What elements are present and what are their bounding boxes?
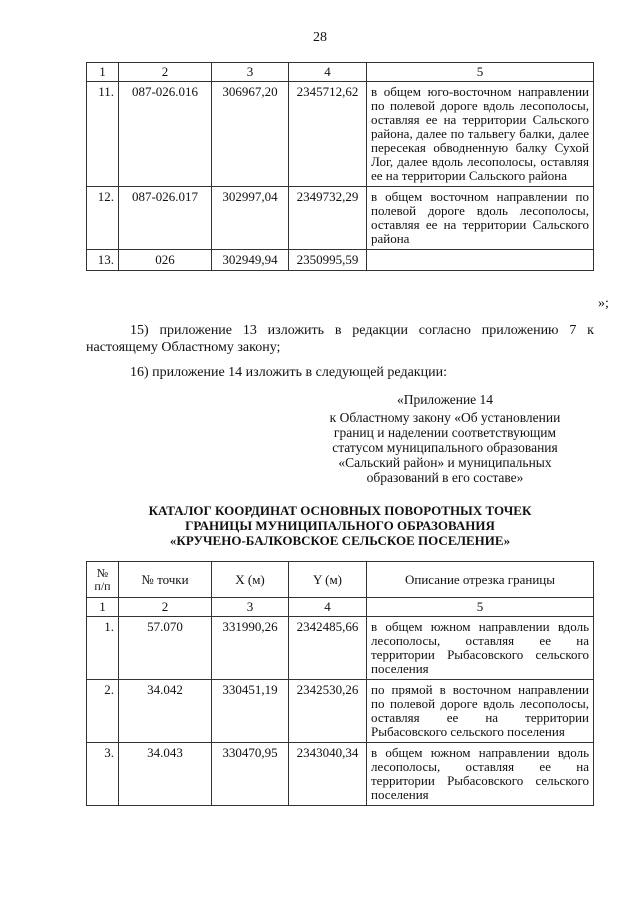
row-number: 13. bbox=[87, 250, 119, 271]
column-number: 4 bbox=[289, 598, 367, 617]
paragraph-16: 16) приложение 14 изложить в следующей редакции: bbox=[130, 365, 447, 380]
table-row bbox=[87, 250, 594, 271]
table-header-row bbox=[87, 63, 594, 82]
header-cell: 4 bbox=[289, 63, 367, 82]
catalog-title-line: ГРАНИЦЫ МУНИЦИПАЛЬНОГО ОБРАЗОВАНИЯ bbox=[185, 518, 495, 533]
x-coordinate: 302997,04 bbox=[212, 187, 289, 250]
header-cell: Описание отрезка границы bbox=[367, 562, 594, 598]
header-cell: № п/п bbox=[87, 562, 119, 598]
header-cell: № точки bbox=[119, 562, 212, 598]
table-row bbox=[87, 743, 594, 806]
column-number: 1 bbox=[87, 598, 119, 617]
y-coordinate: 2343040,34 bbox=[289, 743, 367, 806]
row-number: 12. bbox=[87, 187, 119, 250]
table-row bbox=[87, 82, 594, 187]
row-number: 2. bbox=[87, 680, 119, 743]
annex-text: к Областному закону «Об установлении границ и наделении соответствующим статусом муниципального образования «Сальский район» и муниципальных образований в его составе» bbox=[329, 410, 561, 485]
point-id: 026 bbox=[119, 250, 212, 271]
page-number: 28 bbox=[313, 30, 327, 45]
segment-description: по прямой в восточном направлении по полевой дороге вдоль лесополосы, оставляя ее на территории Рыбасовского сельского поселения bbox=[367, 680, 594, 743]
header-cell: Y (м) bbox=[289, 562, 367, 598]
catalog-title bbox=[86, 503, 594, 548]
row-number: 1. bbox=[87, 617, 119, 680]
segment-description: в общем восточном направлении по полевой дороге вдоль лесополосы, оставляя ее на территории Сальского района bbox=[367, 187, 594, 250]
segment-description: в общем южном направлении вдоль лесополосы, оставляя ее на территории Рыбасовского сельского поселения bbox=[367, 743, 594, 806]
column-number: 5 bbox=[367, 598, 594, 617]
table-header-row bbox=[87, 562, 594, 598]
header-cell: 2 bbox=[119, 63, 212, 82]
point-id: 087-026.016 bbox=[119, 82, 212, 187]
y-coordinate: 2350995,59 bbox=[289, 250, 367, 271]
point-id: 087-026.017 bbox=[119, 187, 212, 250]
y-coordinate: 2349732,29 bbox=[289, 187, 367, 250]
point-id: 34.043 bbox=[119, 743, 212, 806]
y-coordinate: 2345712,62 bbox=[289, 82, 367, 187]
x-coordinate: 331990,26 bbox=[212, 617, 289, 680]
x-coordinate: 330470,95 bbox=[212, 743, 289, 806]
segment-description: в общем южном направлении вдоль лесополосы, оставляя ее на территории Рыбасовского сельского поселения bbox=[367, 617, 594, 680]
segment-description: в общем юго-восточном направлении по полевой дороге вдоль лесополосы, оставляя ее на территории Сальского района, далее по тальвегу балки, далее пересекая обводненную балку Сухой Лог, далее вдоль лесополосы, оставляя ее на территории Сальского района bbox=[367, 82, 594, 187]
x-coordinate: 306967,20 bbox=[212, 82, 289, 187]
header-cell: 5 bbox=[367, 63, 594, 82]
paragraph-15: 15) приложение 13 изложить в редакции согласно приложению 7 к настоящему Областному закону; bbox=[86, 323, 594, 355]
table-row bbox=[87, 617, 594, 680]
row-number: 11. bbox=[87, 82, 119, 187]
column-number: 3 bbox=[212, 598, 289, 617]
y-coordinate: 2342485,66 bbox=[289, 617, 367, 680]
table-row bbox=[87, 680, 594, 743]
point-id: 34.042 bbox=[119, 680, 212, 743]
row-number: 3. bbox=[87, 743, 119, 806]
catalog-title-line: «КРУЧЕНО-БАЛКОВСКОЕ СЕЛЬСКОЕ ПОСЕЛЕНИЕ» bbox=[169, 533, 511, 548]
catalog-title-line: КАТАЛОГ КООРДИНАТ ОСНОВНЫХ ПОВОРОТНЫХ ТОЧЕК bbox=[148, 503, 532, 518]
point-id: 57.070 bbox=[119, 617, 212, 680]
header-cell: X (м) bbox=[212, 562, 289, 598]
closing-quote: »; bbox=[598, 296, 609, 311]
annex-title: «Приложение 14 bbox=[396, 392, 494, 407]
x-coordinate: 330451,19 bbox=[212, 680, 289, 743]
segment-description bbox=[367, 250, 594, 271]
x-coordinate: 302949,94 bbox=[212, 250, 289, 271]
table-row bbox=[87, 187, 594, 250]
continuation-table bbox=[86, 62, 594, 271]
header-cell: 1 bbox=[87, 63, 119, 82]
column-number-row bbox=[87, 598, 594, 617]
y-coordinate: 2342530,26 bbox=[289, 680, 367, 743]
coordinates-table bbox=[86, 561, 594, 806]
header-cell: 3 bbox=[212, 63, 289, 82]
column-number: 2 bbox=[119, 598, 212, 617]
